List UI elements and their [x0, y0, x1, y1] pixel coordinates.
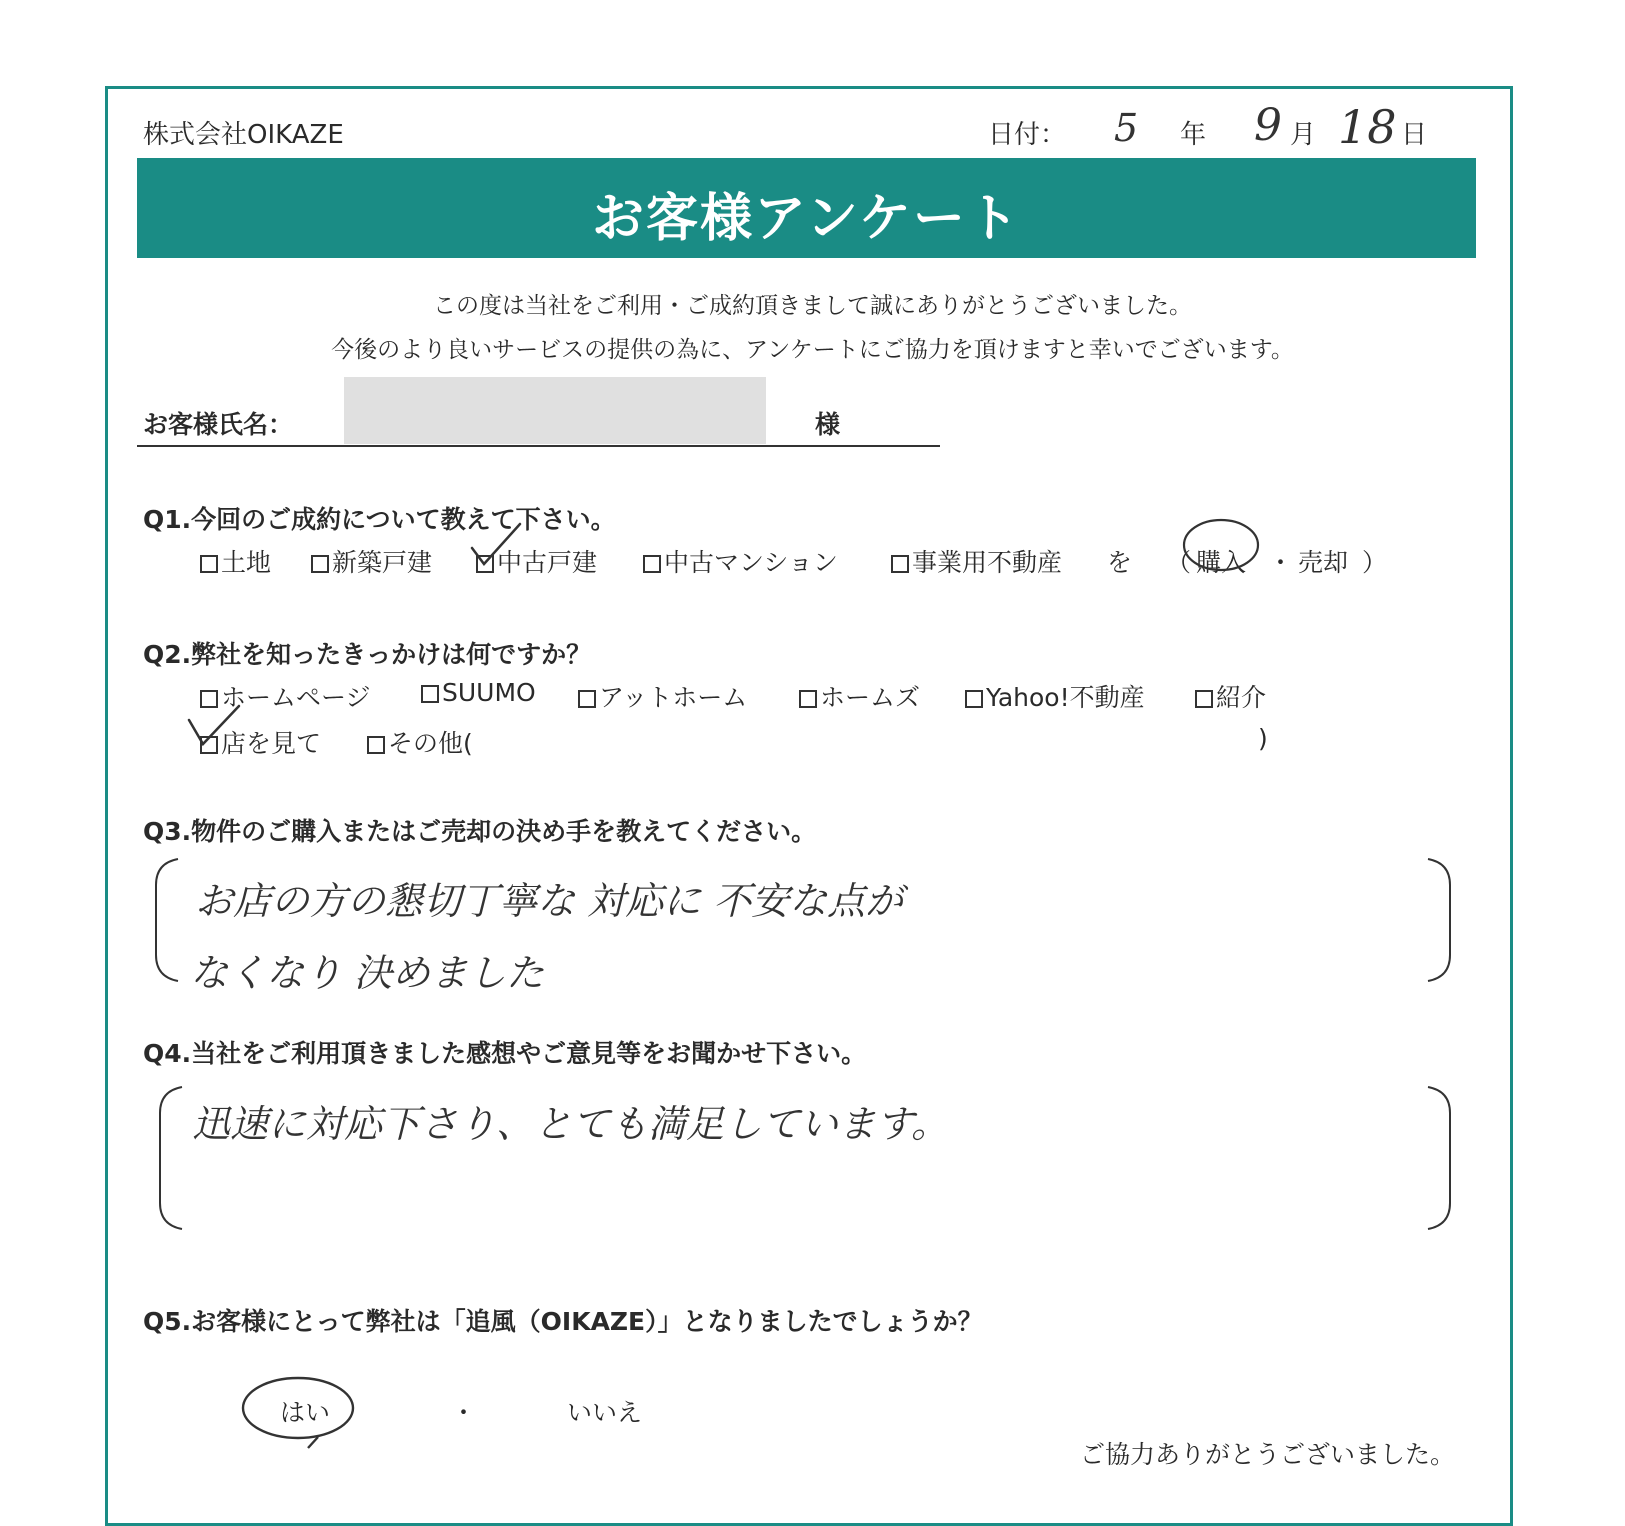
date-month-unit: 月 — [1290, 120, 1317, 150]
q1-option-business-property[interactable]: 事業用不動産 — [891, 543, 1062, 579]
q2-option-athome[interactable]: アットホーム — [578, 678, 747, 714]
q3-answer-line-1: お店の方の懇切丁寧な 対応に 不安な点が — [195, 879, 904, 923]
q1-check-mark-icon — [466, 520, 526, 570]
q1-option-used-house[interactable]: 中古戸建 — [476, 543, 597, 579]
checkbox-icon — [311, 555, 329, 573]
q5-no-option[interactable]: いいえ — [567, 1398, 643, 1427]
q5-dot: ・ — [451, 1398, 477, 1427]
q3-right-bracket — [1418, 855, 1458, 985]
checkbox-icon — [578, 690, 596, 708]
q5-question: Q5.お客様にとって弊社は「追風（OIKAZE）」となりましたでしょうか？ — [143, 1307, 983, 1336]
q4-left-bracket — [152, 1083, 192, 1233]
q4-answer: 迅速に対応下さり、とても満足しています。 — [192, 1102, 949, 1146]
customer-name-label: お客様氏名： — [143, 410, 294, 439]
q3-answer-line-2: なくなり 決めました — [190, 951, 545, 995]
q1-option-used-condo[interactable]: 中古マンション — [643, 543, 838, 579]
circle-mark-icon — [1180, 515, 1262, 579]
page-title: お客様アンケート — [592, 189, 1021, 249]
checkbox-icon — [643, 555, 661, 573]
q2-option-other[interactable]: その他( — [367, 724, 473, 760]
customer-name-redacted — [344, 377, 766, 444]
q2-option-referral[interactable]: 紹介 — [1195, 678, 1266, 714]
checkbox-icon — [891, 555, 909, 573]
q2-option-saw-store[interactable]: 店を見て — [200, 724, 321, 760]
q1-option-land[interactable]: 土地 — [200, 543, 271, 579]
q2-other-close-paren: ) — [1258, 724, 1268, 753]
checkbox-icon — [1195, 690, 1213, 708]
q2-option-homepage[interactable]: ホームページ — [200, 678, 371, 714]
q2-question: Q2.弊社を知ったきっかけは何ですか？ — [143, 640, 592, 669]
q1-buy-option[interactable]: 購入 — [1196, 548, 1247, 577]
q2-option-suumo[interactable]: SUUMO — [421, 678, 536, 707]
date-year-unit: 年 — [1180, 120, 1207, 150]
q1-option-new-house[interactable]: 新築戸建 — [311, 543, 432, 579]
q4-right-bracket — [1418, 1083, 1458, 1233]
q2-option-yahoo[interactable]: Yahoo!不動産 — [965, 678, 1145, 714]
q3-left-bracket — [148, 855, 188, 985]
footer-thanks: ご協力ありがとうございました。 — [1080, 1440, 1456, 1469]
intro-line-2: 今後のより良いサービスの提供の為に、アンケートにご協力を頂けますと幸いでございます。 — [331, 337, 1294, 363]
title-banner — [137, 158, 1476, 258]
q1-paren-open: （ — [1166, 548, 1192, 577]
date-year: 5 — [1114, 106, 1139, 150]
q5-yes-option[interactable]: はい — [280, 1398, 331, 1427]
checkbox-icon — [799, 690, 817, 708]
date-day-unit: 日 — [1401, 120, 1428, 150]
checkbox-icon — [421, 685, 439, 703]
q1-dot: ・ — [1268, 548, 1294, 577]
company-name: 株式会社OIKAZE — [143, 120, 344, 150]
name-underline — [137, 445, 940, 447]
date-label: 日付： — [988, 120, 1067, 150]
date-month: 9 — [1254, 100, 1282, 151]
q1-sell-option[interactable]: 売却 — [1298, 548, 1349, 577]
intro-line-1: この度は当社をご利用・ご成約頂きまして誠にありがとうございました。 — [433, 293, 1192, 319]
checkbox-icon — [200, 555, 218, 573]
q1-wo: を — [1107, 548, 1133, 577]
q1-paren-close: ） — [1362, 548, 1388, 577]
q3-question: Q3.物件のご購入またはご売却の決め手を教えてください。 — [143, 817, 817, 846]
q2-option-homes[interactable]: ホームズ — [799, 678, 920, 714]
q2-check-mark-icon — [185, 700, 245, 752]
q1-question: Q1.今回のご成約について教えて下さい。 — [143, 505, 616, 534]
date-day: 18 — [1338, 100, 1397, 154]
customer-honorific: 様 — [815, 410, 841, 439]
checkbox-icon — [367, 736, 385, 754]
checkbox-icon — [965, 690, 983, 708]
q4-question: Q4.当社をご利用頂きました感想やご意見等をお聞かせ下さい。 — [143, 1039, 867, 1068]
